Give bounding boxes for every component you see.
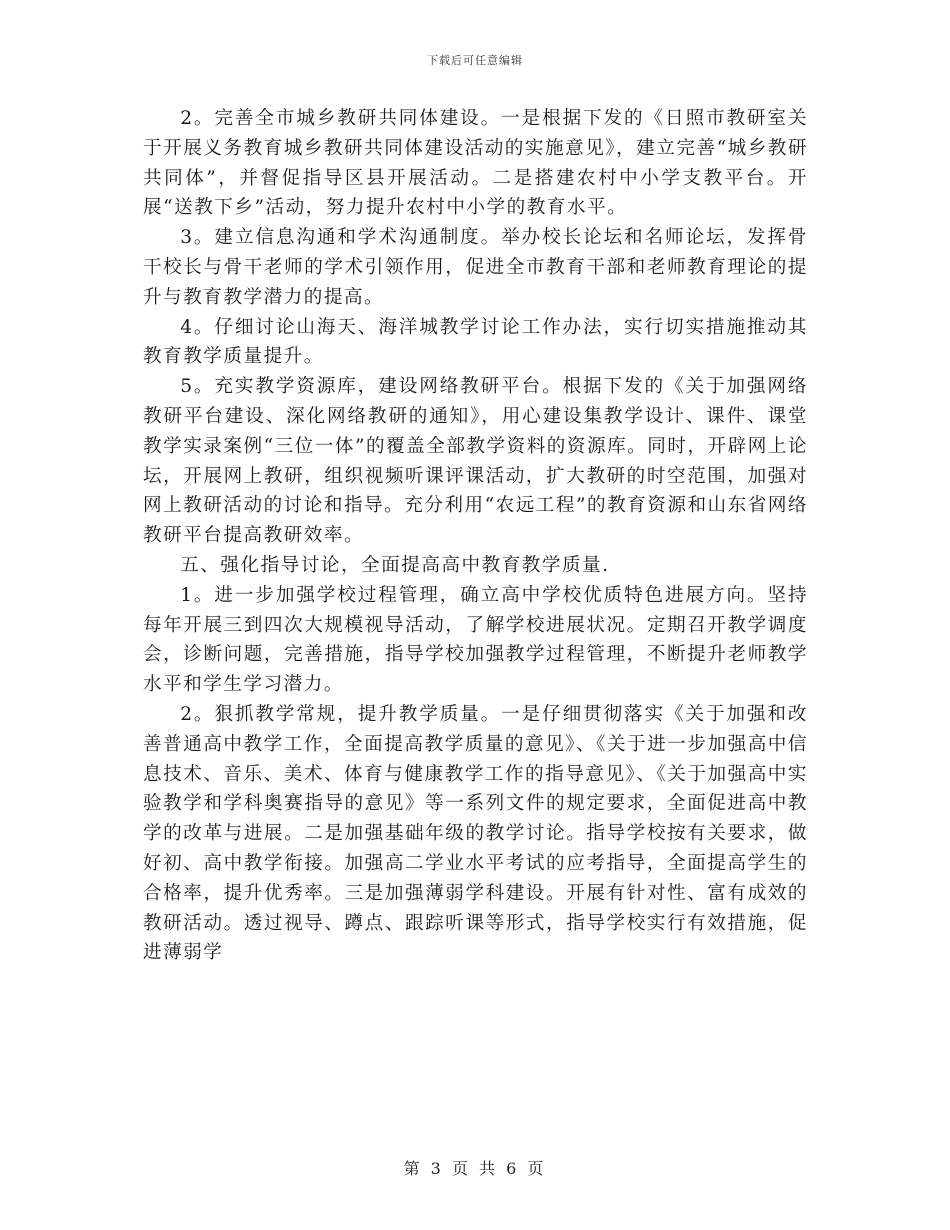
paragraph: 4。仔细讨论山海天、海洋城教学讨论工作办法，实行切实措施推动其教育教学质量提升。: [143, 316, 808, 368]
paragraph: 3。建立信息沟通和学术沟通制度。举办校长论坛和名师论坛，发挥骨干校长与骨干老师的学术引领作用，促进全市教育干部和老师教育理论的提升与教育教学潜力的提高。: [143, 227, 808, 308]
page-header: 下载后可任意编辑: [427, 54, 523, 67]
paragraph: 5。充实教学资源库，建设网络教研平台。根据下发的《关于加强网络教研平台建设、深化网络教研的通知》，用心建设集教学设计、课件、课堂教学实录案例“三位一体”的覆盖全部教学资料的资源库。同时，开辟网上论坛，开展网上教研，组织视频听课评课活动，扩大教研的时空范围，加强对网上教研活动的讨论和指导。充分利用“农远工程”的教育资源和山东省网络教研平台提高教研效率。: [143, 376, 809, 547]
section-heading: 五、强化指导讨论，全面提高高中教育教学质量.: [180, 554, 610, 576]
page-number-footer: 第 3 页 共 6 页: [403, 1159, 547, 1178]
paragraph: 2。完善全市城乡教研共同体建设。一是根据下发的《日照市教研室关于开展义务教育城乡教研共同体建设活动的实施意见》，建立完善“城乡教研共同体”，并督促指导区县开展活动。二是搭建农村中小学支教平台。开展“送教下乡”活动，努力提升农村中小学的教育水平。: [143, 108, 808, 219]
paragraph: 1。进一步加强学校过程管理，确立高中学校优质特色进展方向。坚持每年开展三到四次大规模视导活动，了解学校进展状况。定期召开教学调度会，诊断问题，完善措施，指导学校加强教学过程管理，不断提升老师教学水平和学生学习潜力。: [143, 584, 808, 696]
document-body: [143, 104, 808, 968]
paragraph: 2。狠抓教学常规，提升教学质量。一是仔细贯彻落实《关于加强和改善普通高中教学工作，全面提高教学质量的意见》、《关于进一步加强高中信息技术、音乐、美术、体育与健康教学工作的指导意见》、《关于加强高中实验教学和学科奥赛指导的意见》等一系列文件的规定要求，全面促进高中教学的改革与进展。二是加强基础年级的教学讨论。指导学校按有关要求，做好初、高中教学衔接。加强高二学业水平考试的应考指导，全面提高学生的合格率，提升优秀率。三是加强薄弱学科建设。开展有针对性、富有成效的教研活动。透过视导、蹲点、跟踪听课等形式，指导学校实行有效措施，促进薄弱学: [143, 703, 808, 964]
